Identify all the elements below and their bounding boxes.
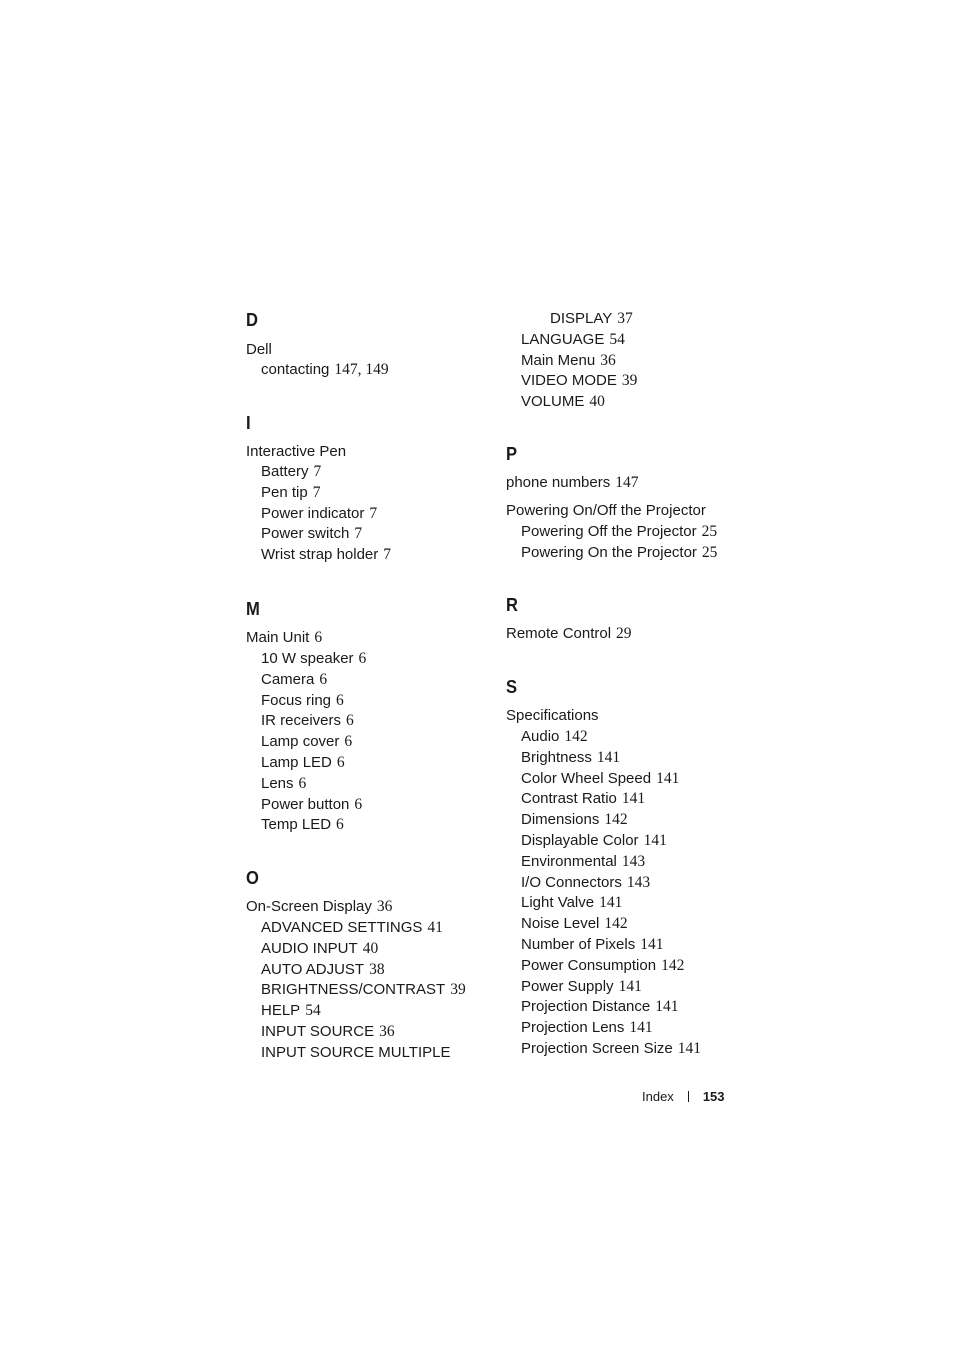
index-page-ref: 6 <box>346 712 354 730</box>
index-entry <box>246 897 392 917</box>
index-subentry <box>521 852 645 872</box>
index-page-ref: 39 <box>450 981 466 999</box>
index-subentry <box>521 371 637 391</box>
index-term: LANGUAGE <box>521 330 605 348</box>
index-term: contacting <box>261 361 330 378</box>
index-subentry <box>261 649 366 669</box>
index-page-ref: 6 <box>298 774 307 792</box>
index-page-ref: 6 <box>319 670 328 688</box>
index-term: Battery <box>261 463 309 480</box>
index-term: I/O Connectors <box>521 873 622 891</box>
index-term: Camera <box>261 670 315 688</box>
index-page-ref: 142 <box>604 915 628 933</box>
index-entry <box>506 473 639 493</box>
index-subentry <box>521 522 717 542</box>
footer-section: Index <box>642 1089 674 1104</box>
index-page-ref: 7 <box>354 525 363 543</box>
index-page-ref: 54 <box>305 1002 321 1020</box>
index-term: Number of Pixels <box>521 936 636 953</box>
index-page-ref: 6 <box>336 754 345 771</box>
index-page-ref: 25 <box>701 543 718 561</box>
index-page-ref: 7 <box>312 483 321 501</box>
index-term: Powering On/Off the Projector <box>506 502 706 519</box>
index-subentry <box>521 351 616 371</box>
index-term: Brightness <box>521 748 592 766</box>
index-page-ref: 37 <box>617 310 633 327</box>
index-page-ref: 141 <box>643 832 667 849</box>
index-page-ref: 142 <box>604 811 628 829</box>
index-page-ref: 7 <box>369 504 378 522</box>
index-subentry <box>521 543 717 563</box>
index-term: Powering On the Projector <box>521 543 697 561</box>
index-term: Powering Off the Projector <box>521 523 697 540</box>
index-term: Environmental <box>521 852 617 870</box>
index-subentry <box>261 524 362 544</box>
index-page-ref: 6 <box>344 733 353 751</box>
index-term: Power Supply <box>521 977 614 995</box>
index-entry <box>246 340 272 360</box>
page-number: 153 <box>702 1089 725 1104</box>
index-page-ref: 36 <box>376 898 393 915</box>
index-term: Main Unit <box>246 629 310 646</box>
index-page-ref: 38 <box>369 960 385 978</box>
index-page-ref: 141 <box>655 998 679 1016</box>
index-page-ref: 6 <box>354 795 363 813</box>
index-subentry <box>521 935 663 955</box>
index-subentry <box>261 815 344 835</box>
index-letter-heading: R <box>506 595 518 615</box>
index-subentry <box>261 732 352 752</box>
index-term: VOLUME <box>521 393 585 411</box>
index-term: Temp LED <box>261 816 332 834</box>
index-subentry <box>261 545 391 565</box>
index-page-ref: 29 <box>616 625 632 642</box>
index-entry <box>506 706 599 726</box>
index-subentry <box>261 691 344 711</box>
index-page-ref: 143 <box>626 873 651 891</box>
index-page-ref: 54 <box>609 330 625 348</box>
index-term: Specifications <box>506 707 599 724</box>
index-term: Projection Screen Size <box>521 1040 673 1057</box>
index-term: Dell <box>246 341 272 358</box>
index-entry <box>506 624 632 644</box>
index-term: HELP <box>261 1002 301 1020</box>
index-subentry <box>521 956 684 976</box>
index-page-ref: 39 <box>621 372 638 390</box>
index-term: Main Menu <box>521 351 596 369</box>
index-subentry <box>261 980 466 1000</box>
index-subentry <box>521 330 625 350</box>
index-page-ref: 141 <box>596 748 621 766</box>
index-letter-heading: O <box>246 868 259 888</box>
index-subentry <box>261 795 362 815</box>
index-term: Power button <box>261 795 350 813</box>
index-subentry <box>521 769 679 789</box>
index-subentry <box>261 462 321 482</box>
index-term: Interactive Pen <box>246 443 347 460</box>
index-term: AUDIO INPUT <box>261 939 358 957</box>
index-subentry <box>261 1043 450 1063</box>
index-subentry <box>261 670 327 690</box>
index-page-ref: 6 <box>358 650 367 667</box>
index-subentry <box>261 483 320 503</box>
index-term: Lamp LED <box>261 754 332 771</box>
index-subentry <box>521 727 588 747</box>
index-term: Power Consumption <box>521 956 657 974</box>
index-page-ref: 142 <box>661 956 685 974</box>
index-term: Remote Control <box>506 625 612 642</box>
index-term: INPUT SOURCE MULTIPLE <box>261 1043 451 1061</box>
index-letter-heading: P <box>506 444 518 464</box>
index-subentry <box>261 711 354 731</box>
index-subentry <box>521 977 642 997</box>
index-letter-heading: I <box>246 413 251 433</box>
index-subentry <box>521 997 678 1017</box>
index-page-ref: 143 <box>621 852 646 870</box>
index-subentry <box>261 504 377 524</box>
index-subentry <box>521 914 628 934</box>
index-term: IR receivers <box>261 712 342 730</box>
index-subentry <box>550 309 633 329</box>
index-letter-heading: M <box>246 599 260 619</box>
index-subentry <box>521 748 620 768</box>
index-page-ref: 141 <box>677 1040 701 1057</box>
index-term: Displayable Color <box>521 832 639 849</box>
index-subentry <box>261 753 345 773</box>
index-page-ref: 141 <box>656 769 680 787</box>
index-term: On-Screen Display <box>246 898 372 915</box>
index-page-ref: 41 <box>427 919 443 936</box>
index-term: Focus ring <box>261 691 332 709</box>
index-term: AUTO ADJUST <box>261 960 365 978</box>
index-term: Projection Distance <box>521 998 651 1016</box>
index-subentry <box>261 360 389 380</box>
index-term: Color Wheel Speed <box>521 769 652 787</box>
index-subentry <box>261 939 378 959</box>
page-footer <box>642 1088 725 1106</box>
footer-separator <box>688 1091 689 1102</box>
index-term: phone numbers <box>506 474 611 491</box>
index-entry <box>246 442 346 462</box>
index-term: Projection Lens <box>521 1019 625 1037</box>
index-term: BRIGHTNESS/CONTRAST <box>261 981 446 999</box>
index-subentry <box>261 1022 395 1042</box>
index-entry <box>506 501 706 521</box>
index-page-ref: 147, 149 <box>334 361 389 378</box>
index-subentry <box>261 774 306 794</box>
index-letter-heading: D <box>246 310 258 330</box>
index-term: Lamp cover <box>261 733 340 751</box>
index-subentry <box>521 1039 701 1059</box>
index-term: Wrist strap holder <box>261 546 379 564</box>
index-term: Pen tip <box>261 483 308 501</box>
index-term: Power indicator <box>261 504 365 522</box>
index-term: VIDEO MODE <box>521 372 617 390</box>
index-page-ref: 40 <box>589 393 605 411</box>
index-page-ref: 6 <box>336 691 344 709</box>
index-term: 10 W speaker <box>261 650 354 667</box>
index-subentry <box>521 1018 653 1038</box>
index-subentry <box>521 789 645 809</box>
index-term: Light Valve <box>521 894 595 912</box>
index-page-ref: 142 <box>564 728 588 745</box>
index-subentry <box>521 873 650 893</box>
index-term: Dimensions <box>521 811 600 829</box>
index-term: Audio <box>521 728 560 745</box>
index-page-ref: 6 <box>336 816 344 834</box>
index-term: Noise Level <box>521 915 600 933</box>
index-page-ref: 141 <box>599 894 623 912</box>
index-page-ref: 141 <box>618 977 642 995</box>
index-term: Power switch <box>261 525 350 543</box>
index-term: Contrast Ratio <box>521 790 617 808</box>
index-subentry <box>261 918 443 938</box>
index-letter-heading: S <box>506 677 518 697</box>
index-page-ref: 7 <box>383 546 392 564</box>
index-page-ref: 141 <box>621 790 646 808</box>
index-subentry <box>521 810 628 830</box>
index-page-ref: 141 <box>640 936 664 953</box>
index-entry <box>246 628 322 648</box>
index-page-ref: 36 <box>600 351 616 369</box>
index-term: Lens <box>261 774 294 792</box>
index-page-ref: 6 <box>314 629 323 646</box>
index-subentry <box>521 893 622 913</box>
index-term: INPUT SOURCE <box>261 1023 375 1040</box>
index-page-ref: 7 <box>313 463 322 480</box>
index-page-ref: 40 <box>362 939 379 957</box>
index-page-ref: 147 <box>615 474 639 491</box>
index-subentry <box>521 392 605 412</box>
index-page-ref: 36 <box>379 1023 395 1040</box>
index-page-ref: 141 <box>629 1019 653 1037</box>
index-subentry <box>521 831 667 851</box>
index-subentry <box>261 1001 321 1021</box>
index-subentry <box>261 960 385 980</box>
index-page-ref: 25 <box>701 523 718 540</box>
index-term: ADVANCED SETTINGS <box>261 919 423 936</box>
index-term: DISPLAY <box>550 310 613 327</box>
